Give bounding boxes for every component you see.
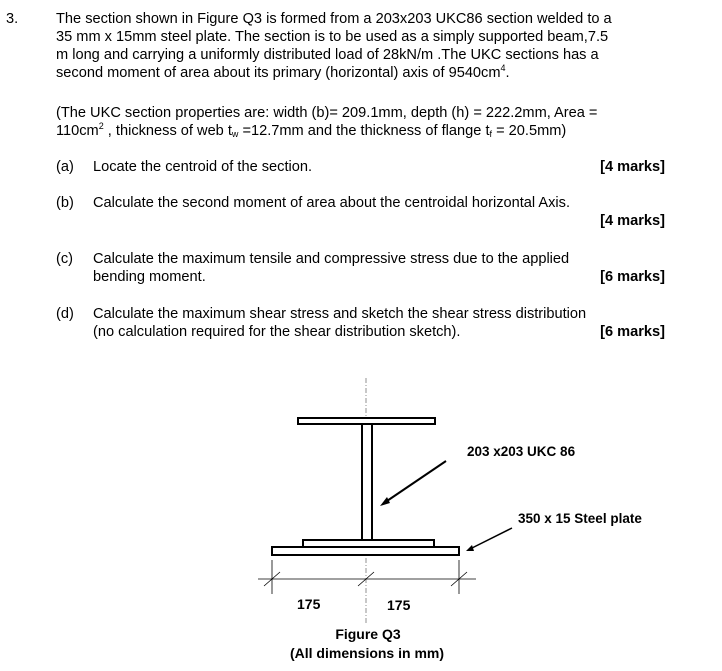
part-d-marks: [6 marks] bbox=[600, 324, 665, 340]
intro-line-1: The section shown in Figure Q3 is formed from a 203x203 UKC86 section welded to a bbox=[56, 11, 612, 27]
ukc-bottom-flange bbox=[303, 540, 434, 547]
part-a-marks: [4 marks] bbox=[600, 159, 665, 175]
plate-label: 350 x 15 Steel plate bbox=[518, 511, 642, 526]
area-value: 110cm bbox=[56, 123, 99, 139]
part-c-text-2: bending moment. bbox=[93, 269, 206, 285]
part-b-label: (b) bbox=[56, 195, 74, 211]
part-b-marks: [4 marks] bbox=[600, 213, 665, 229]
figure-caption: Figure Q3 bbox=[335, 626, 401, 642]
tf-subscript: f bbox=[489, 129, 493, 139]
part-a-label: (a) bbox=[56, 159, 74, 175]
question-number: 3. bbox=[6, 11, 19, 27]
plate-arrowhead bbox=[466, 545, 474, 551]
flange-thickness-value: = 20.5mm) bbox=[492, 123, 567, 139]
intro-superscript: 4 bbox=[500, 63, 506, 73]
intro-line-4-text: second moment of area about its primary (horizontal) axis of 9540cm bbox=[56, 65, 501, 81]
ukc-label: 203 x203 UKC 86 bbox=[467, 444, 576, 459]
intro-period: . bbox=[505, 65, 510, 81]
web-thickness-label: , thickness of web t bbox=[103, 123, 232, 139]
ukc-web bbox=[362, 424, 372, 540]
part-d-text-1: Calculate the maximum shear stress and sketch the shear stress distribution bbox=[93, 306, 587, 322]
intro-line-3: m long and carrying a uniformly distributed load of 28kN/m .The UKC sections has a bbox=[56, 47, 599, 63]
part-d-text-2: (no calculation required for the shear distribution sketch). bbox=[93, 324, 461, 340]
part-a-text: Locate the centroid of the section. bbox=[93, 159, 313, 175]
figure-caption-subtitle: (All dimensions in mm) bbox=[289, 645, 445, 661]
part-c-label: (c) bbox=[56, 251, 74, 267]
area-superscript: 2 bbox=[98, 121, 104, 131]
part-b-text: Calculate the second moment of area about the centroidal horizontal Axis. bbox=[93, 195, 571, 211]
dimension-right-value: 175 bbox=[387, 597, 411, 613]
ukc-leader-line bbox=[384, 461, 446, 503]
steel-plate bbox=[272, 547, 459, 555]
tw-subscript: w bbox=[231, 129, 239, 139]
intro-line-2: 35 mm x 15mm steel plate. The section is to be used as a simply supported beam,7.5 bbox=[56, 29, 609, 45]
flange-thickness-label: =12.7mm and the thickness of flange t bbox=[238, 123, 490, 139]
part-c-text-1: Calculate the maximum tensile and compressive stress due to the applied bbox=[93, 251, 570, 267]
plate-leader-line bbox=[470, 528, 512, 549]
part-c-marks: [6 marks] bbox=[600, 269, 665, 285]
properties-line-1: (The UKC section properties are: width (b)= 209.1mm, depth (h) = 222.2mm, Area = bbox=[56, 105, 598, 121]
ukc-arrowhead bbox=[380, 497, 390, 506]
dimension-left-value: 175 bbox=[297, 596, 321, 612]
part-d-label: (d) bbox=[56, 306, 74, 322]
